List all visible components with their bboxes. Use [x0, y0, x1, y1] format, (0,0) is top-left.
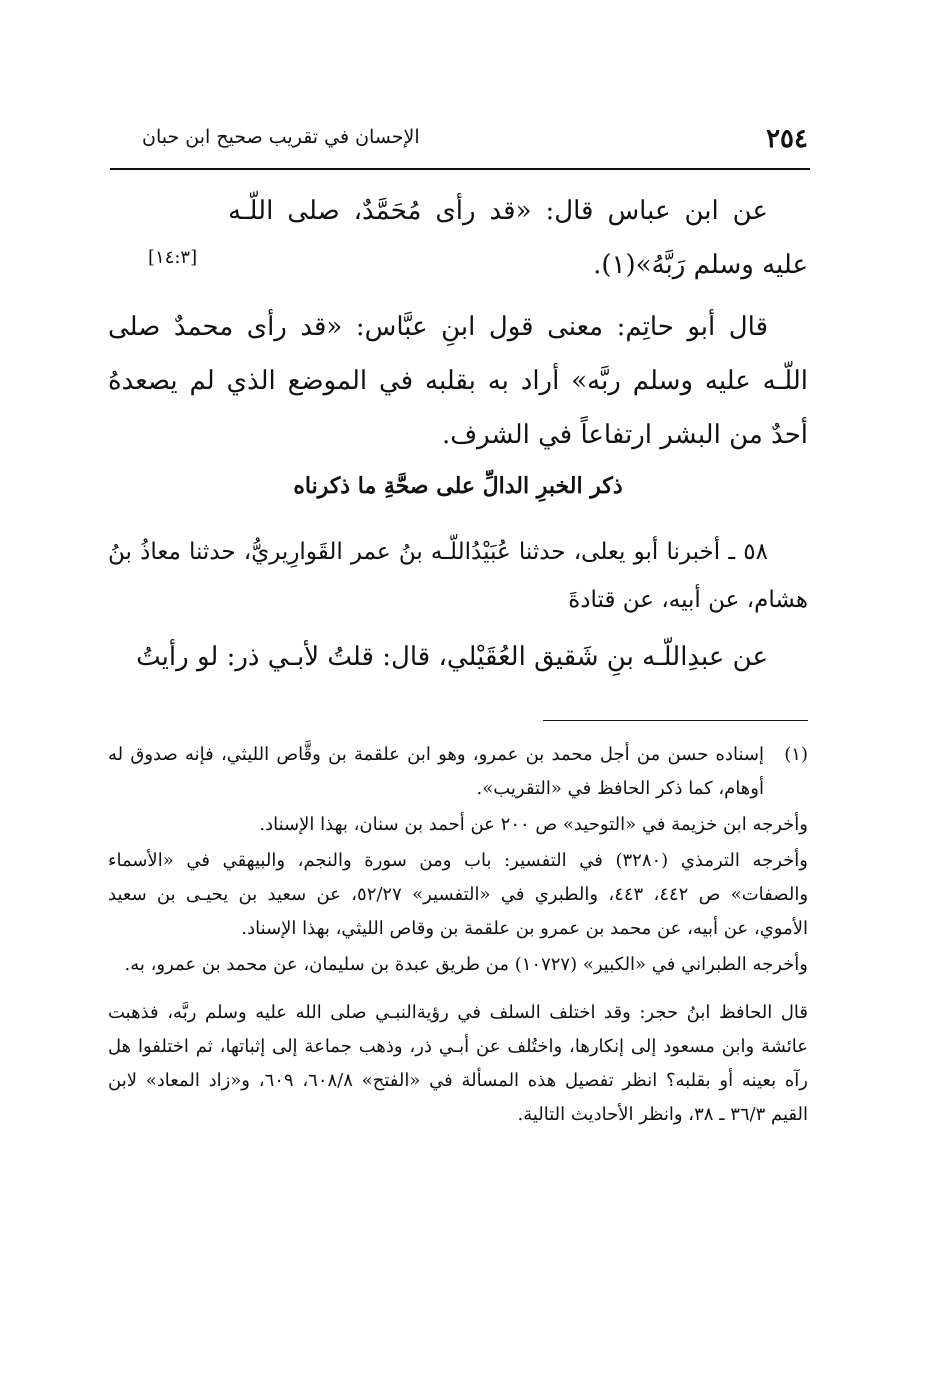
footnotes: [108, 738, 808, 1134]
section-heading: ذكر الخبرِ الدالِّ على صحَّةِ ما ذكرناه: [293, 473, 623, 499]
footnote-paragraph: وأخرجه الطبراني في «الكبير» (١٠٧٢٧) من طريق عبدة بن سليمان، عن محمد بن عمرو، به.: [124, 954, 808, 975]
footnote-text: إسناده حسن من أجل محمد بن عمرو، وهو ابن علقمة بن وقَّاص الليثي، فإنه صدوق له أوهام، كما ذكر الحافظ في «التقريب».: [108, 744, 764, 799]
footnote-paragraph: وأخرجه ابن خزيمة في «التوحيد» ص ٢٠٠ عن أحمد بن سنان، بهذا الإسناد.: [259, 814, 808, 835]
hadith-text-paragraph: [108, 184, 808, 292]
footnote-marker: (١): [784, 744, 808, 765]
commentary-paragraph: قال أبو حاتِم: معنى قول ابنِ عبَّاس: «قد رأى محمدٌ صلى اللّـه عليه وسلم ربَّه» أراد به بقلبه في الموضع الذي لم يصعدهُ أحدٌ من البشر ارتفاعاً في الشرف.: [108, 312, 808, 450]
footnote-paragraph: قال الحافظ ابنُ حجر: وقد اختلف السلف في رؤيةالنبـي صلى الله عليه وسلم ربَّه، فذهبت عائشة وابن مسعود إلى إنكارها، واختُلف عن أبـي ذر، وذهب جماعة إلى إثباتها، ثم اختلفوا هل رآه بعينه أو بقلبه؟ انظر تفصيل هذه المسألة في «الفتح» ٦٠٨/٨، ٦٠٩، و«زاد المعاد» لابن القيم ٣٦/٣ ـ ٣٨، وانظر الأحاديث التالية.: [108, 1002, 808, 1125]
hadith-text: عن ابن عباس قال: «قد رأى مُحَمَّدٌ، صلى اللّـه عليه وسلم رَبَّهُ»(١).: [228, 196, 808, 280]
hadith-reference: [١٤:٣]: [148, 247, 198, 268]
running-title: الإحسان في تقريب صحيح ابن حبان: [142, 126, 420, 148]
isnad-paragraph: ٥٨ ـ أخبرنا أبو يعلى، حدثنا عُبَيْدُاللّـه بنُ عمر القَوارِيريُّ، حدثنا معاذُ بنُ هشام، عن أبيه، عن قتادةَ: [108, 539, 808, 613]
header-rule: [110, 168, 810, 170]
footnote-paragraph: وأخرجه الترمذي (٣٢٨٠) في التفسير: باب ومن سورة والنجم، والبيهقي في «الأسماء والصفات» ص ٤٤٢، ٤٤٣، والطبري في «التفسير» ٥٢/٢٧، عن سعيد بن يحيـى بن سعيد الأموي، عن أبيه، عن محمد بن عمرو بن علقمة بن وقاص الليثي، بهذا الإسناد.: [108, 850, 809, 939]
page-number: ٢٥٤: [766, 124, 808, 154]
matn-paragraph: عن عبدِاللّـه بنِ شَقيق العُقَيْلي، قال: قلتُ لأبـي ذر: لو رأيتُ: [136, 642, 768, 672]
page-header: [112, 118, 808, 162]
footnote-rule: [543, 720, 808, 721]
footnote-1: [108, 738, 808, 806]
